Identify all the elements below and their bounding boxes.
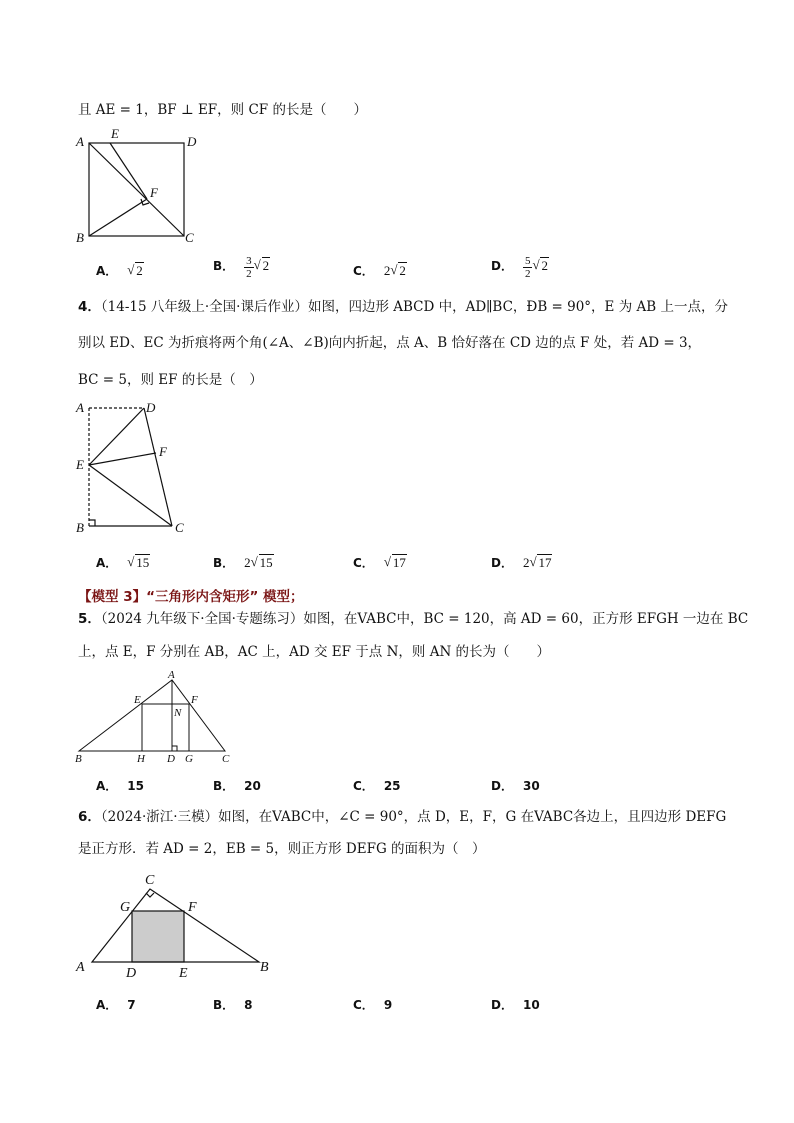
q4-segment-dc [144,408,172,526]
q3-label-e: E [111,126,119,141]
q5-label-f: F [191,694,198,706]
q4-option-d[interactable]: D． 2 √ 17 [491,554,552,570]
q4-segment-ec [89,465,172,526]
q5-label-h: H [137,753,145,765]
q3-option-c[interactable]: C． 2 √ 2 [353,262,406,278]
q4-label-f: F [159,444,167,459]
option-value: 25 [383,779,401,793]
q6-label-f: F [188,900,197,915]
option-value: 10 [522,998,540,1012]
option-letter: A． [96,998,118,1012]
option-letter: D． [491,998,513,1012]
q5-label-e: E [134,694,141,706]
q4-stem-3: BC = 5，则 EF 的长是（ ） [78,372,263,388]
q4-line-1 [78,298,728,316]
q4-trapezoid-diagram [89,408,172,526]
q5-number: 5． [78,611,101,627]
q6-right-angle-mark [146,893,154,897]
q5-stem-2: 上，点 E，F 分别在 AB，AC 上，AD 交 EF 于点 N，则 AN 的长为（ ） [78,644,551,660]
q3-label-d: D [187,134,197,149]
option-value: 15 [127,779,144,793]
q5-label-d: D [167,753,175,765]
q4-label-e: E [76,457,84,472]
q6-stem-1: 如图，在VABC中，∠C = 90°，点 D，E，F，G 在VABC各边上，且四边形 DEFG [218,809,727,825]
q3-option-d[interactable]: D． $\frac{5}{2}$ √ 2 [491,255,548,280]
q6-square-defg [132,911,184,962]
q4-right-angle-mark [89,520,95,526]
q6-stem-2: 是正方形．若 AD = 2，EB = 5，则正方形 DEFG 的面积为（ ） [78,841,486,857]
q4-segment-ed [89,408,144,465]
q3-label-f: F [150,185,158,200]
q3-label-b: B [76,230,84,245]
q4-number: 4． [78,299,101,315]
q6-option-d[interactable] [491,996,540,1014]
q6-option-c[interactable] [353,996,392,1014]
q3-label-c: C [185,230,194,245]
q4-label-c: C [175,520,184,535]
model-3-title: “三角形内含矩形” 模型； [146,589,304,605]
option-letter: C． [353,264,374,278]
q6-line-1 [78,808,726,826]
q5-line-1 [78,610,748,628]
q3-segment-bf [89,199,147,236]
q5-triangle-abc [79,680,225,751]
option-letter: A． [96,556,118,570]
q6-label-c: C [145,873,155,888]
q3-label-a: A [76,134,84,149]
q3-option-a[interactable]: A． √ 2 [96,262,143,278]
option-letter: D． [491,556,513,570]
option-value: 9 [383,998,393,1012]
option-value: 7 [127,998,136,1012]
q5-stem-1: 如图，在VABC中，BC = 120，高 AD = 60，正方形 EFGH 一边在 BC [303,611,749,627]
q6-label-e: E [179,966,188,981]
q6-source: （2024·浙江·三模） [100,809,219,825]
option-value: 8 [244,998,253,1012]
q4-label-d: D [146,400,156,415]
q6-triangle-diagram [92,889,259,962]
q5-label-n: N [174,707,182,719]
option-letter: B． [213,556,235,570]
option-value: 30 [522,779,540,793]
q6-option-b[interactable] [213,996,253,1014]
q6-label-d: D [126,966,137,981]
q4-option-b[interactable]: B． 2 √ 15 [213,554,273,570]
q5-source: （2024 九年级下·全国·专题练习） [100,611,304,627]
q5-option-b[interactable] [213,777,261,795]
q5-label-c: C [222,753,230,765]
q5-label-b: B [75,753,82,765]
option-letter: D． [491,259,513,274]
q5-label-g: G [185,753,193,765]
q3-tail-text: 且 AE = 1，BF ⊥ EF，则 CF 的长是（ ） [78,102,367,118]
q4-label-a: A [76,400,84,415]
q6-number: 6． [78,809,101,825]
option-letter: C． [353,779,374,793]
q4-stem-2: 别以 ED、EC 为折痕将两个角(∠A、∠B)向内折起，点 A、B 恰好落在 CD 边的点 F 处，若 AD = 3， [78,335,702,351]
q5-label-a: A [168,669,175,681]
option-letter: A． [96,264,118,278]
q5-right-angle-mark [172,746,177,751]
q5-option-a[interactable] [96,777,144,795]
option-letter: C． [353,556,374,570]
q4-label-b: B [76,520,84,535]
q5-option-d[interactable] [491,777,540,795]
q4-segment-ef [89,453,156,465]
option-letter: B． [213,998,235,1012]
q6-label-g: G [120,900,131,915]
q4-stem-1: 如图，四边形 ABCD 中，AD∥BC，ÐB = 90°，E 为 AB 上一点，分 [307,299,728,315]
q3-option-b[interactable]: B． $\frac{3}{2}$ √ 2 [213,255,270,280]
q4-option-c[interactable]: C． √ 17 [353,554,406,570]
q4-source: （14-15 八年级上·全国·课后作业） [100,299,308,315]
q4-option-a[interactable]: A． √ 15 [96,554,150,570]
option-letter: B． [213,259,235,274]
q3-diagonal-ac [89,143,184,236]
model-3-heading [78,585,304,605]
option-letter: D． [491,779,513,793]
q6-option-a[interactable] [96,996,136,1014]
q3-square-diagram [89,143,184,236]
q3-right-angle-mark [141,199,149,205]
q3-segment-ef [110,143,147,199]
q6-triangle-abc [92,889,259,962]
option-letter: A． [96,779,118,793]
q5-option-c[interactable] [353,777,401,795]
model-3-tag: 【模型 3】 [78,589,147,605]
option-letter: C． [353,998,374,1012]
q3-square-abcd [89,143,184,236]
q5-triangle-diagram [79,680,225,751]
q6-label-b: B [260,960,269,975]
option-value: 20 [244,779,261,793]
option-letter: B． [213,779,235,793]
q5-square-efgh [142,704,189,751]
q6-label-a: A [76,960,85,975]
